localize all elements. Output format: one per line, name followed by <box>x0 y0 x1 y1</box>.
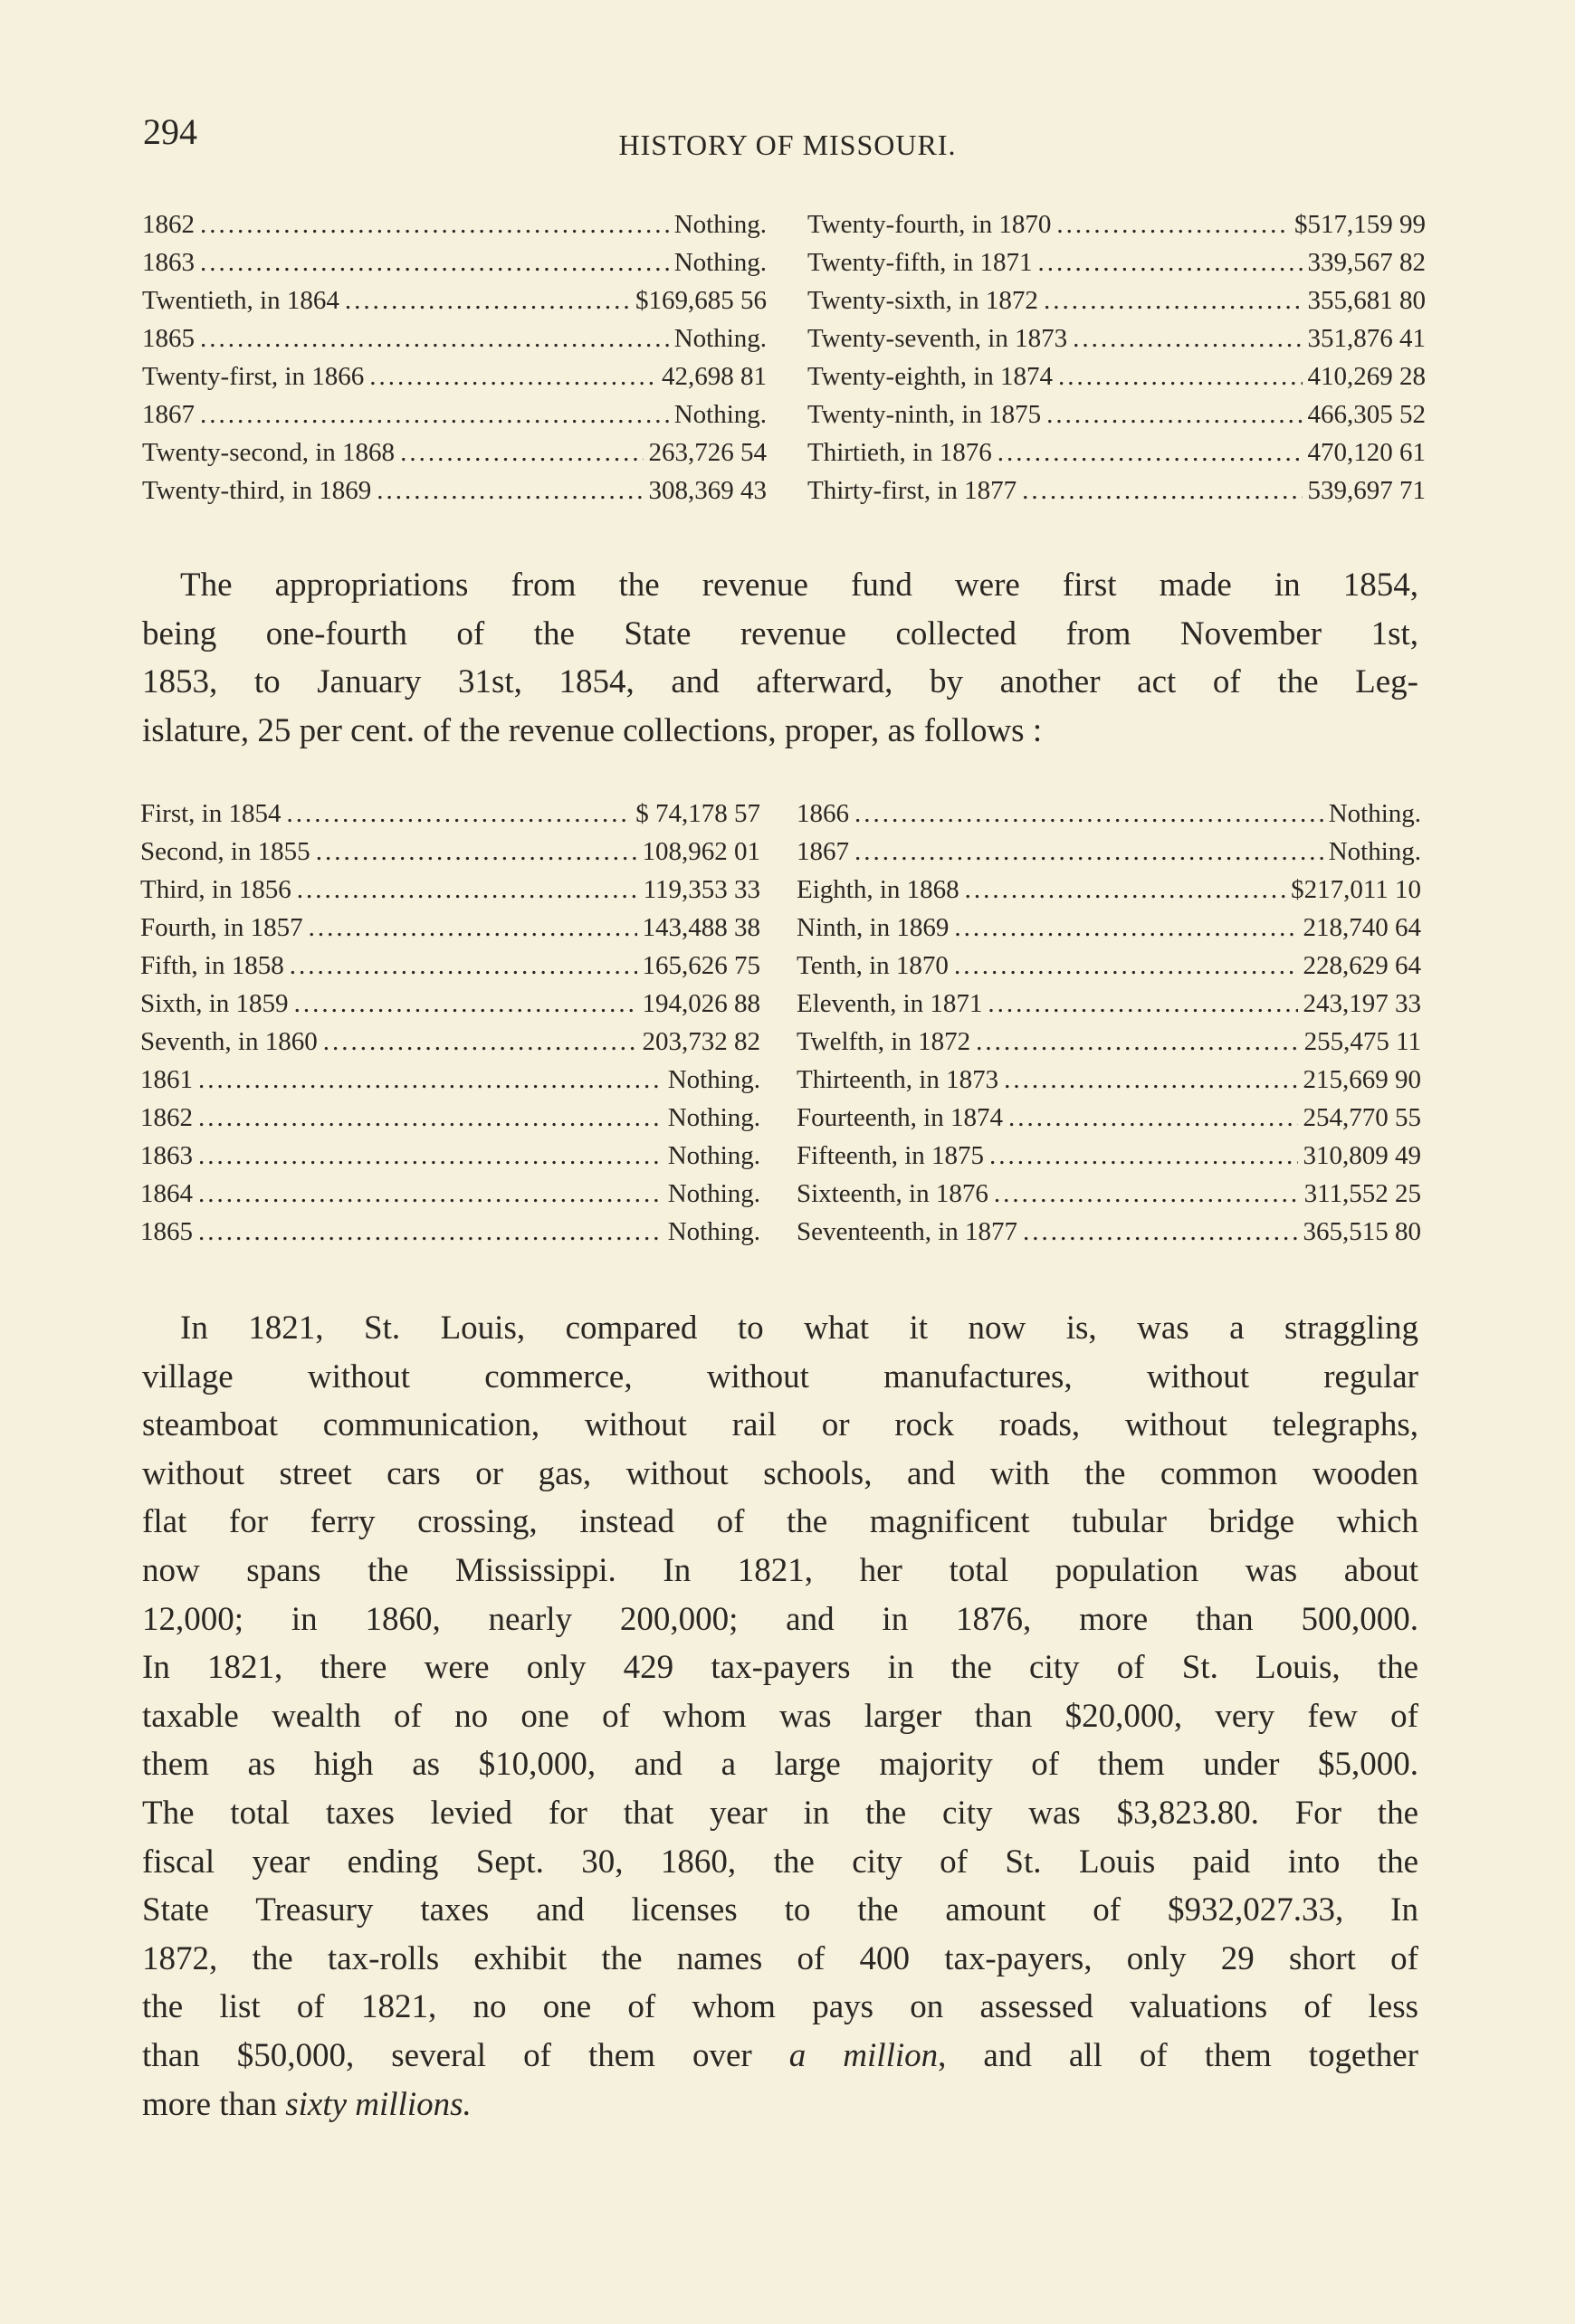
paragraph-st-louis <box>142 1304 1418 2129</box>
text-segment: flat for ferry crossing, instead of the magnificent tubular bridge which <box>142 1503 1418 1541</box>
text-segment: the list of 1821, no one of whom pays on assessed valuations of less <box>142 1988 1418 2026</box>
dot-leader <box>854 799 1323 829</box>
dot-leader <box>994 1179 1299 1209</box>
text-line <box>142 561 1418 610</box>
row-amount: 539,697 71 <box>1307 476 1426 505</box>
row-amount: 228,629 64 <box>1303 951 1421 980</box>
row-label: Eleventh, in 1871 <box>797 989 983 1018</box>
table-row <box>142 400 767 438</box>
appropriations-table-2 <box>140 799 1421 1255</box>
row-amount: 410,269 28 <box>1307 362 1426 391</box>
row-label: 1863 <box>142 248 195 277</box>
dot-leader <box>369 362 656 392</box>
dot-leader <box>954 951 1298 981</box>
page-number: 294 <box>143 111 197 152</box>
dot-leader <box>400 438 643 468</box>
text-segment: In 1821, St. Louis, compared to what it now is, was a straggling <box>180 1310 1418 1347</box>
table-row <box>797 1179 1421 1217</box>
table-row <box>797 1217 1421 1255</box>
text-line <box>142 1983 1418 2032</box>
row-amount: 310,809 49 <box>1303 1141 1421 1170</box>
text-segment: The appropriations from the revenue fund were first made in 1854, <box>180 567 1418 604</box>
table-row <box>140 1179 760 1217</box>
table-row <box>797 1141 1421 1179</box>
row-amount: 42,698 81 <box>662 362 767 391</box>
dot-leader <box>989 1141 1297 1171</box>
row-label: 1861 <box>140 1065 193 1094</box>
row-label: Thirty-first, in 1877 <box>807 476 1017 505</box>
text-segment: 1872, the tax-rolls exhibit the names of 400 tax-payers, only 29 short of <box>142 1939 1418 1977</box>
table-row <box>140 913 760 951</box>
dot-leader <box>976 1027 1298 1057</box>
row-amount: Nothing. <box>667 1141 760 1170</box>
row-amount: $ 74,178 57 <box>635 799 760 828</box>
table-row <box>807 476 1426 514</box>
text-line <box>142 2032 1418 2081</box>
text-line <box>142 1838 1418 1887</box>
table-row <box>797 989 1421 1027</box>
table-column-left <box>142 210 767 514</box>
text-segment: more than <box>142 2085 286 2123</box>
row-amount: 218,740 64 <box>1303 913 1421 942</box>
row-label: Twenty-fourth, in 1870 <box>807 210 1052 239</box>
table-row <box>807 400 1426 438</box>
table-row <box>142 438 767 476</box>
dot-leader <box>294 989 637 1019</box>
row-amount: 203,732 82 <box>642 1027 760 1056</box>
table-row <box>140 951 760 989</box>
dot-leader <box>198 1141 663 1171</box>
row-label: Third, in 1856 <box>140 875 291 904</box>
row-amount: $217,011 10 <box>1291 875 1421 904</box>
table-column-left <box>140 799 760 1255</box>
table-row <box>142 248 767 286</box>
text-line <box>142 1643 1418 1692</box>
dot-leader <box>200 248 669 278</box>
dot-leader <box>1008 1103 1298 1133</box>
dot-leader <box>290 951 637 981</box>
row-label: 1867 <box>142 400 195 429</box>
table-row <box>807 286 1426 324</box>
text-line <box>142 1401 1418 1450</box>
table-row <box>140 1217 760 1255</box>
row-label: Second, in 1855 <box>140 837 310 866</box>
row-label: Twenty-ninth, in 1875 <box>807 400 1042 429</box>
italic-text: sixty millions. <box>285 2085 472 2123</box>
row-amount: $517,159 99 <box>1294 210 1426 239</box>
row-label: Seventeenth, in 1877 <box>797 1217 1018 1246</box>
table-column-right <box>797 799 1421 1255</box>
dot-leader <box>377 476 643 506</box>
row-label: Thirteenth, in 1873 <box>797 1065 999 1094</box>
table-row <box>140 989 760 1027</box>
table-row <box>807 248 1426 286</box>
running-head: HISTORY OF MISSOURI. <box>618 129 957 161</box>
text-segment: them as high as $10,000, and a large majority of them under $5,000. <box>142 1746 1418 1784</box>
row-amount: 215,669 90 <box>1303 1065 1421 1094</box>
text-line <box>142 1789 1418 1838</box>
text-segment: without street cars or gas, without schools, and with the common wooden <box>142 1454 1418 1492</box>
row-label: 1864 <box>140 1179 193 1208</box>
dot-leader <box>1037 248 1302 278</box>
row-amount: 263,726 54 <box>648 438 767 467</box>
appropriations-table-1 <box>142 210 1426 514</box>
table-row <box>142 476 767 514</box>
row-amount: 351,876 41 <box>1307 324 1426 353</box>
text-segment: , and all of them together <box>938 2036 1419 2074</box>
row-label: Thirtieth, in 1876 <box>807 438 992 467</box>
text-line <box>142 610 1418 659</box>
dot-leader <box>854 837 1323 867</box>
table-row <box>140 837 760 875</box>
row-amount: 108,962 01 <box>642 837 760 866</box>
dot-leader <box>954 913 1297 943</box>
text-segment: than $50,000, several of them over <box>142 2036 789 2074</box>
dot-leader <box>200 400 669 430</box>
row-amount: 143,488 38 <box>642 913 760 942</box>
row-amount: 194,026 88 <box>642 989 760 1018</box>
row-amount: Nothing. <box>673 400 767 429</box>
dot-leader <box>998 438 1303 468</box>
table-row <box>797 1027 1421 1065</box>
dot-leader <box>198 1103 663 1133</box>
row-label: Twenty-first, in 1866 <box>142 362 365 391</box>
text-line <box>142 658 1418 707</box>
dot-leader <box>345 286 630 316</box>
row-amount: 254,770 55 <box>1303 1103 1421 1132</box>
table-row <box>797 1103 1421 1141</box>
row-label: Fifth, in 1858 <box>140 951 284 980</box>
table-row <box>140 1065 760 1103</box>
dot-leader <box>200 210 669 240</box>
text-segment: fiscal year ending Sept. 30, 1860, the city of St. Louis paid into the <box>142 1843 1418 1881</box>
table-row <box>140 1103 760 1141</box>
text-line <box>142 1692 1418 1741</box>
row-label: 1863 <box>140 1141 193 1170</box>
row-label: Twenty-eighth, in 1874 <box>807 362 1054 391</box>
text-segment: State Treasury taxes and licenses to the amount of $932,027.33, In <box>142 1891 1418 1929</box>
row-amount: Nothing. <box>673 324 767 353</box>
row-label: Eighth, in 1868 <box>797 875 959 904</box>
dot-leader <box>1056 210 1289 240</box>
table-row <box>140 1027 760 1065</box>
row-amount: 119,353 33 <box>643 875 760 904</box>
dot-leader <box>323 1027 637 1057</box>
table-row <box>797 1065 1421 1103</box>
row-amount: 339,567 82 <box>1307 248 1426 277</box>
table-column-right <box>807 210 1426 514</box>
row-label: Twelfth, in 1872 <box>797 1027 971 1056</box>
text-line <box>142 1547 1418 1595</box>
table-row <box>797 875 1421 913</box>
table-row <box>797 799 1421 837</box>
text-segment: The total taxes levied for that year in the city was $3,823.80. For the <box>142 1794 1418 1832</box>
row-label: Fourth, in 1857 <box>140 913 303 942</box>
table-row <box>807 438 1426 476</box>
dot-leader <box>309 913 637 943</box>
row-amount: 466,305 52 <box>1307 400 1426 429</box>
text-segment: islature, 25 per cent. of the revenue collections, proper, as follows : <box>142 711 1043 749</box>
row-label: Fifteenth, in 1875 <box>797 1141 985 1170</box>
row-amount: Nothing. <box>1328 799 1421 828</box>
row-label: Seventh, in 1860 <box>140 1027 318 1056</box>
row-label: 1865 <box>140 1217 193 1246</box>
row-label: Ninth, in 1869 <box>797 913 950 942</box>
dot-leader <box>1058 362 1302 392</box>
row-amount: Nothing. <box>667 1065 760 1094</box>
table-row <box>142 324 767 362</box>
table-row <box>807 210 1426 248</box>
text-line <box>142 1450 1418 1499</box>
dot-leader <box>1004 1065 1297 1095</box>
text-line <box>142 1304 1418 1353</box>
row-label: 1862 <box>140 1103 193 1132</box>
text-line <box>142 1498 1418 1547</box>
row-label: Tenth, in 1870 <box>797 951 949 980</box>
text-segment: In 1821, there were only 429 tax-payers in the city of St. Louis, the <box>142 1649 1418 1687</box>
row-amount: 243,197 33 <box>1303 989 1421 1018</box>
row-amount: 165,626 75 <box>642 951 760 980</box>
text-segment: 12,000; in 1860, nearly 200,000; and in 1876, more than 500,000. <box>142 1600 1418 1638</box>
dot-leader <box>198 1217 663 1247</box>
text-segment: steamboat communication, without rail or rock roads, without telegraphs, <box>142 1406 1418 1444</box>
table-row <box>797 951 1421 989</box>
dot-leader <box>198 1179 663 1209</box>
table-row <box>140 1141 760 1179</box>
row-label: Sixteenth, in 1876 <box>797 1179 988 1208</box>
row-amount: Nothing. <box>1328 837 1421 866</box>
text-segment: 1853, to January 31st, 1854, and afterward, by another act of the Leg- <box>142 663 1418 701</box>
dot-leader <box>1023 1217 1297 1247</box>
text-segment: village without commerce, without manufactures, without regular <box>142 1357 1418 1395</box>
italic-text: a million <box>788 2036 939 2074</box>
dot-leader <box>988 989 1297 1019</box>
row-amount: 470,120 61 <box>1307 438 1426 467</box>
row-label: 1867 <box>797 837 849 866</box>
row-label: Fourteenth, in 1874 <box>797 1103 1003 1132</box>
text-line <box>142 1353 1418 1402</box>
table-row <box>140 799 760 837</box>
dot-leader <box>287 799 631 829</box>
table-row <box>797 913 1421 951</box>
text-line <box>142 1886 1418 1935</box>
table-row <box>807 362 1426 400</box>
row-label: Twenty-fifth, in 1871 <box>807 248 1033 277</box>
table-row <box>807 324 1426 362</box>
row-label: Twenty-seventh, in 1873 <box>807 324 1068 353</box>
row-amount: Nothing. <box>667 1217 760 1246</box>
row-amount: Nothing. <box>667 1103 760 1132</box>
text-line <box>142 1740 1418 1789</box>
text-segment: taxable wealth of no one of whom was larger than $20,000, very few of <box>142 1697 1418 1735</box>
dot-leader <box>1022 476 1302 506</box>
text-line <box>142 707 1418 756</box>
dot-leader <box>316 837 637 867</box>
dot-leader <box>1073 324 1302 354</box>
row-amount: $169,685 56 <box>635 286 767 315</box>
row-label: 1862 <box>142 210 195 239</box>
row-label: First, in 1854 <box>140 799 282 828</box>
text-segment: now spans the Mississippi. In 1821, her total population was about <box>142 1551 1418 1589</box>
row-label: 1865 <box>142 324 195 353</box>
paragraph-appropriations <box>142 561 1418 755</box>
text-line <box>142 1595 1418 1644</box>
row-label: Sixth, in 1859 <box>140 989 289 1018</box>
dot-leader <box>1044 286 1303 316</box>
dot-leader <box>198 1065 663 1095</box>
row-amount: 255,475 11 <box>1303 1027 1421 1056</box>
dot-leader <box>200 324 669 354</box>
text-line <box>142 1935 1418 1984</box>
row-amount: 355,681 80 <box>1307 286 1426 315</box>
row-label: Twenty-third, in 1869 <box>142 476 372 505</box>
row-label: Twenty-sixth, in 1872 <box>807 286 1038 315</box>
row-amount: 365,515 80 <box>1303 1217 1421 1246</box>
row-amount: Nothing. <box>667 1179 760 1208</box>
row-amount: Nothing. <box>673 210 767 239</box>
table-row <box>142 362 767 400</box>
row-amount: 311,552 25 <box>1303 1179 1421 1208</box>
row-label: Twentieth, in 1864 <box>142 286 339 315</box>
text-line <box>142 2081 1418 2129</box>
table-row <box>142 286 767 324</box>
row-label: Twenty-second, in 1868 <box>142 438 396 467</box>
table-row <box>142 210 767 248</box>
row-label: 1866 <box>797 799 849 828</box>
dot-leader <box>965 875 1285 905</box>
table-row <box>797 837 1421 875</box>
dot-leader <box>1046 400 1302 430</box>
row-amount: Nothing. <box>673 248 767 277</box>
row-amount: 308,369 43 <box>648 476 767 505</box>
dot-leader <box>297 875 638 905</box>
text-segment: being one-fourth of the State revenue collected from November 1st, <box>142 614 1418 652</box>
table-row <box>140 875 760 913</box>
